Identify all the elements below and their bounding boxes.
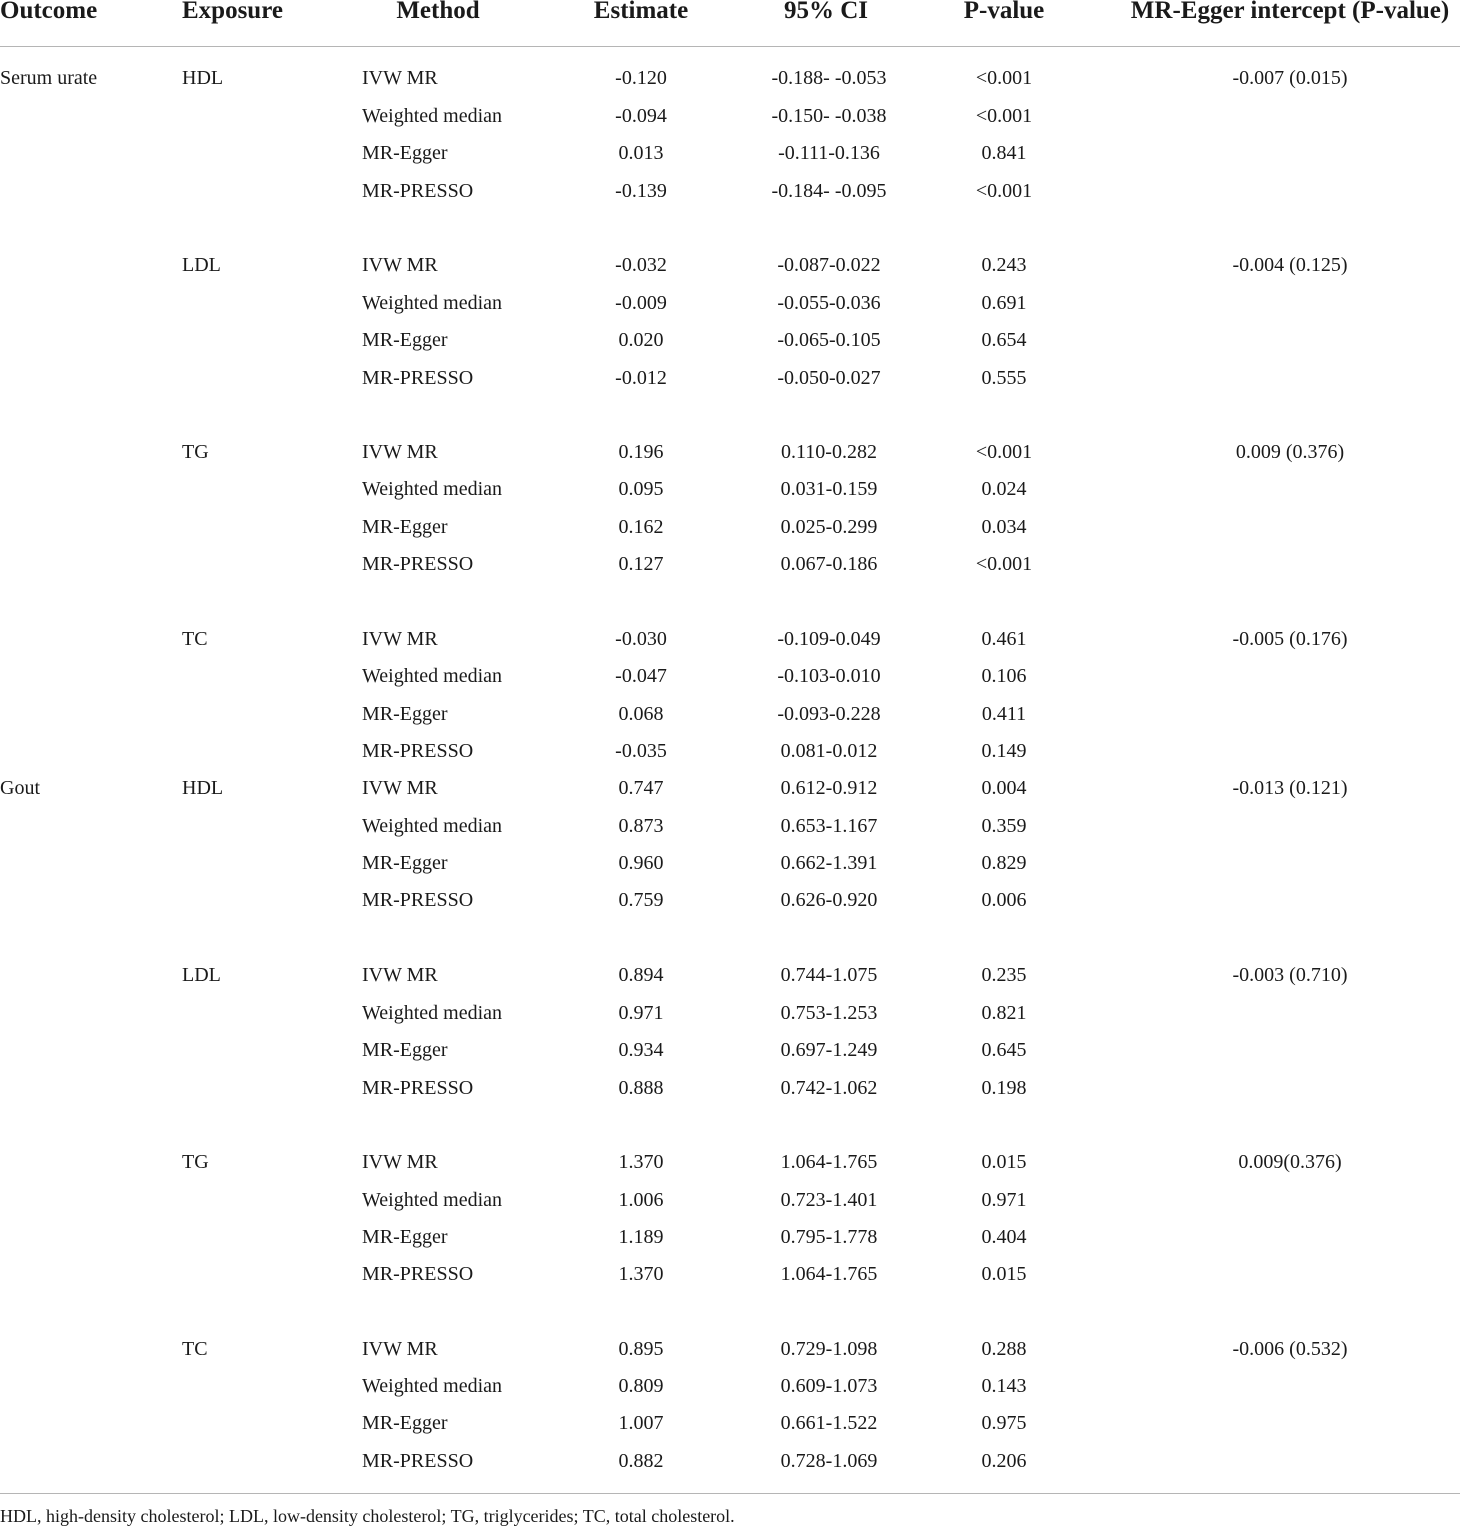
header-exposure: Exposure (182, 0, 283, 24)
ci-cell: 0.697-1.249 (780, 1039, 878, 1061)
ci-cell: -0.065-0.105 (777, 329, 881, 351)
method-cell: MR-PRESSO (362, 1450, 474, 1472)
header-pvalue: P-value (963, 0, 1045, 24)
method-cell: IVW MR (362, 254, 438, 276)
header-intercept: MR-Egger intercept (P-value) (1130, 0, 1450, 24)
bottom-rule (0, 1493, 1460, 1494)
method-cell: IVW MR (362, 628, 438, 650)
p-cell: 0.006 (981, 889, 1027, 911)
exposure-cell: TC (182, 628, 208, 650)
intercept-cell: -0.007 (0.015) (1232, 67, 1348, 89)
footnote: HDL, high-density cholesterol; LDL, low-density cholesterol; TG, triglycerides; TC, total cholesterol. (0, 1506, 735, 1526)
p-cell: 0.243 (981, 254, 1027, 276)
estimate-cell: 0.888 (618, 1077, 664, 1099)
method-cell: MR-PRESSO (362, 1263, 474, 1285)
p-cell: 0.149 (981, 740, 1027, 762)
exposure-cell: LDL (182, 254, 221, 276)
method-cell: Weighted median (362, 478, 503, 500)
estimate-cell: 1.006 (618, 1189, 664, 1211)
ci-cell: -0.188- -0.053 (771, 67, 887, 89)
method-cell: MR-PRESSO (362, 740, 474, 762)
p-cell: 0.206 (981, 1450, 1027, 1472)
method-cell: Weighted median (362, 1189, 503, 1211)
ci-cell: 0.025-0.299 (780, 516, 878, 538)
p-cell: 0.691 (981, 292, 1027, 314)
estimate-cell: -0.094 (615, 105, 667, 127)
estimate-cell: 0.127 (618, 553, 664, 575)
intercept-cell: -0.013 (0.121) (1232, 777, 1348, 799)
method-cell: IVW MR (362, 777, 438, 799)
estimate-cell: -0.139 (615, 180, 667, 202)
estimate-cell: 0.196 (618, 441, 664, 463)
exposure-cell: HDL (182, 67, 224, 89)
method-cell: Weighted median (362, 1375, 503, 1397)
header-ci: 95% CI (783, 0, 869, 24)
method-cell: IVW MR (362, 441, 438, 463)
method-cell: MR-Egger (362, 142, 448, 164)
ci-cell: -0.109-0.049 (777, 628, 881, 650)
ci-cell: 0.728-1.069 (780, 1450, 878, 1472)
ci-cell: 0.626-0.920 (780, 889, 878, 911)
exposure-cell: TG (182, 1151, 209, 1173)
method-cell: MR-PRESSO (362, 367, 474, 389)
intercept-cell: 0.009 (0.376) (1235, 441, 1345, 463)
p-cell: <0.001 (975, 105, 1033, 127)
estimate-cell: 0.759 (618, 889, 664, 911)
method-cell: MR-PRESSO (362, 889, 474, 911)
method-cell: MR-Egger (362, 329, 448, 351)
intercept-cell: -0.003 (0.710) (1232, 964, 1348, 986)
ci-cell: -0.087-0.022 (777, 254, 881, 276)
method-cell: IVW MR (362, 67, 438, 89)
exposure-cell: HDL (182, 777, 224, 799)
ci-cell: 0.723-1.401 (780, 1189, 878, 1211)
p-cell: 0.975 (981, 1412, 1027, 1434)
ci-cell: -0.150- -0.038 (771, 105, 887, 127)
estimate-cell: 0.882 (618, 1450, 664, 1472)
method-cell: IVW MR (362, 1151, 438, 1173)
p-cell: 0.198 (981, 1077, 1027, 1099)
estimate-cell: 0.013 (618, 142, 664, 164)
p-cell: 0.829 (981, 852, 1027, 874)
intercept-cell: -0.006 (0.532) (1232, 1338, 1348, 1360)
method-cell: MR-Egger (362, 516, 448, 538)
ci-cell: 0.609-1.073 (780, 1375, 878, 1397)
method-cell: MR-PRESSO (362, 180, 474, 202)
estimate-cell: -0.012 (615, 367, 667, 389)
outcome-cell: Serum urate (0, 67, 98, 89)
p-cell: <0.001 (975, 441, 1033, 463)
method-cell: Weighted median (362, 1002, 503, 1024)
exposure-cell: TC (182, 1338, 208, 1360)
p-cell: 0.841 (981, 142, 1027, 164)
p-cell: 0.555 (981, 367, 1027, 389)
intercept-cell: 0.009(0.376) (1238, 1151, 1342, 1173)
p-cell: 0.821 (981, 1002, 1027, 1024)
estimate-cell: 0.934 (618, 1039, 664, 1061)
p-cell: <0.001 (975, 67, 1033, 89)
p-cell: <0.001 (975, 553, 1033, 575)
exposure-cell: TG (182, 441, 209, 463)
p-cell: 0.235 (981, 964, 1027, 986)
method-cell: MR-Egger (362, 1412, 448, 1434)
ci-cell: -0.055-0.036 (777, 292, 881, 314)
ci-cell: 0.031-0.159 (780, 478, 878, 500)
p-cell: 0.971 (981, 1189, 1027, 1211)
p-cell: 0.288 (981, 1338, 1027, 1360)
ci-cell: 1.064-1.765 (780, 1263, 878, 1285)
estimate-cell: 0.020 (618, 329, 664, 351)
method-cell: IVW MR (362, 964, 438, 986)
ci-cell: 0.795-1.778 (780, 1226, 878, 1248)
ci-cell: -0.184- -0.095 (771, 180, 887, 202)
p-cell: 0.404 (981, 1226, 1027, 1248)
exposure-cell: LDL (182, 964, 221, 986)
intercept-cell: -0.005 (0.176) (1232, 628, 1348, 650)
estimate-cell: -0.120 (615, 67, 667, 89)
estimate-cell: -0.030 (615, 628, 667, 650)
estimate-cell: 0.809 (618, 1375, 664, 1397)
ci-cell: -0.093-0.228 (777, 703, 881, 725)
ci-cell: 0.067-0.186 (780, 553, 878, 575)
ci-cell: 0.661-1.522 (780, 1412, 878, 1434)
ci-cell: 0.744-1.075 (780, 964, 878, 986)
ci-cell: 0.662-1.391 (780, 852, 878, 874)
ci-cell: 0.110-0.282 (781, 441, 877, 463)
p-cell: 0.034 (981, 516, 1027, 538)
p-cell: 0.359 (981, 815, 1027, 837)
outcome-cell: Gout (0, 777, 40, 799)
p-cell: 0.411 (981, 703, 1027, 725)
ci-cell: 1.064-1.765 (780, 1151, 878, 1173)
ci-cell: 0.612-0.912 (780, 777, 878, 799)
ci-cell: -0.111-0.136 (778, 142, 880, 164)
estimate-cell: 0.895 (618, 1338, 664, 1360)
estimate-cell: -0.035 (615, 740, 667, 762)
estimate-cell: 0.971 (618, 1002, 664, 1024)
p-cell: <0.001 (975, 180, 1033, 202)
header-method: Method (396, 0, 480, 24)
p-cell: 0.461 (981, 628, 1027, 650)
method-cell: MR-Egger (362, 852, 448, 874)
estimate-cell: 0.747 (618, 777, 664, 799)
estimate-cell: -0.032 (615, 254, 667, 276)
estimate-cell: -0.047 (615, 665, 667, 687)
ci-cell: 0.753-1.253 (780, 1002, 878, 1024)
method-cell: Weighted median (362, 105, 503, 127)
estimate-cell: 0.068 (618, 703, 664, 725)
estimate-cell: 0.162 (618, 516, 664, 538)
method-cell: Weighted median (362, 292, 503, 314)
ci-cell: -0.050-0.027 (777, 367, 881, 389)
estimate-cell: 0.873 (618, 815, 664, 837)
method-cell: Weighted median (362, 815, 503, 837)
p-cell: 0.645 (981, 1039, 1027, 1061)
header-outcome: Outcome (0, 0, 98, 24)
estimate-cell: 0.095 (618, 478, 664, 500)
p-cell: 0.015 (981, 1263, 1027, 1285)
intercept-cell: -0.004 (0.125) (1232, 254, 1348, 276)
method-cell: MR-PRESSO (362, 553, 474, 575)
ci-cell: 0.742-1.062 (780, 1077, 878, 1099)
p-cell: 0.654 (981, 329, 1027, 351)
method-cell: MR-Egger (362, 1226, 448, 1248)
ci-cell: 0.081-0.012 (780, 740, 878, 762)
estimate-cell: 1.189 (618, 1226, 664, 1248)
method-cell: IVW MR (362, 1338, 438, 1360)
header-estimate: Estimate (593, 0, 689, 24)
estimate-cell: 0.894 (618, 964, 664, 986)
method-cell: Weighted median (362, 665, 503, 687)
estimate-cell: -0.009 (615, 292, 667, 314)
estimate-cell: 1.007 (618, 1412, 664, 1434)
method-cell: MR-Egger (362, 1039, 448, 1061)
p-cell: 0.015 (981, 1151, 1027, 1173)
estimate-cell: 0.960 (618, 852, 664, 874)
ci-cell: -0.103-0.010 (777, 665, 881, 687)
p-cell: 0.143 (981, 1375, 1027, 1397)
ci-cell: 0.653-1.167 (780, 815, 878, 837)
method-cell: MR-Egger (362, 703, 448, 725)
ci-cell: 0.729-1.098 (780, 1338, 878, 1360)
method-cell: MR-PRESSO (362, 1077, 474, 1099)
estimate-cell: 1.370 (618, 1151, 664, 1173)
header-rule (0, 46, 1460, 47)
p-cell: 0.004 (981, 777, 1027, 799)
p-cell: 0.106 (981, 665, 1027, 687)
estimate-cell: 1.370 (618, 1263, 664, 1285)
p-cell: 0.024 (981, 478, 1027, 500)
